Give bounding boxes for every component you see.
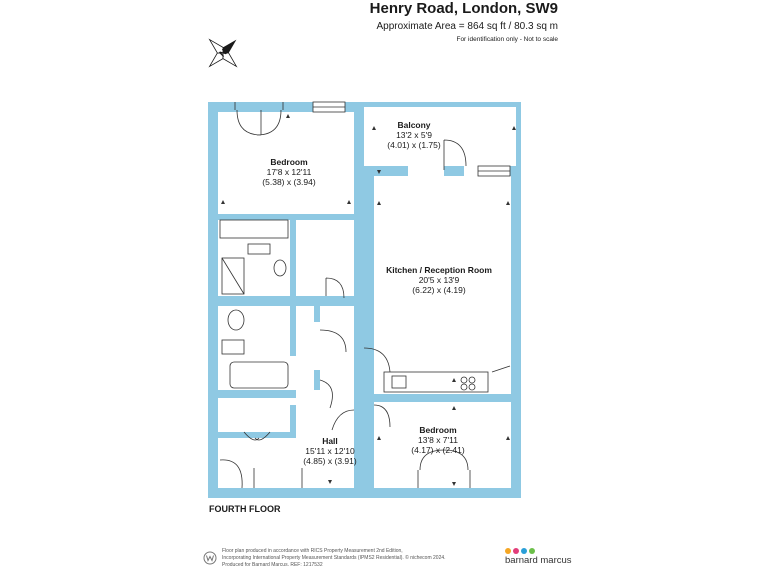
bedroom-1-name: Bedroom	[270, 157, 308, 167]
kitchen-label	[386, 265, 492, 295]
brand-logo	[505, 548, 572, 566]
north-letter: N	[217, 47, 229, 59]
brand-dot	[521, 548, 527, 554]
kitchen-metric: (6.22) x (4.19)	[412, 285, 466, 295]
bedroom-1-imperial: 17'8 x 12'11	[266, 167, 312, 177]
hall-name: Hall	[322, 436, 338, 446]
measurement-logo-icon	[203, 551, 217, 565]
balcony-name: Balcony	[397, 120, 431, 130]
footer-note-line-2: Incorporating International Property Measurement Standards (IPMS2 Residential). © nichecom 2024.	[222, 555, 446, 561]
bedroom-2-imperial: 13'8 x 7'11	[418, 435, 458, 445]
balcony-metric: (4.01) x (1.75)	[387, 140, 441, 150]
hall-metric: (4.85) x (3.91)	[303, 456, 357, 466]
bedroom-1-label	[262, 157, 315, 187]
kitchen-imperial: 20'5 x 13'9	[418, 275, 460, 285]
brand-name: barnard marcus	[505, 555, 572, 566]
hall-imperial: 15'11 x 12'10	[305, 446, 355, 456]
hall-label	[303, 436, 356, 466]
scale-note: For identification only - Not to scale	[456, 36, 558, 43]
balcony-imperial: 13'2 x 5'9	[396, 130, 432, 140]
footer-note	[222, 548, 462, 569]
brand-dots	[505, 548, 572, 554]
bedroom-2-metric: (4.17) x (2.41)	[411, 445, 465, 455]
brand-dot	[529, 548, 535, 554]
brand-dot	[513, 548, 519, 554]
footer-note-line-1: Floor plan produced in accordance with RICS Property Measurement 2nd Edition,	[222, 548, 403, 554]
footer-note-line-3: Produced for Barnard Marcus. REF: 1217532	[222, 562, 323, 568]
brand-dot	[505, 548, 511, 554]
bedroom-2-name: Bedroom	[419, 425, 457, 435]
property-title: Henry Road, London, SW9	[369, 0, 558, 17]
floor-label: FOURTH FLOOR	[209, 504, 281, 514]
balcony-label	[387, 120, 440, 150]
bedroom-2-label	[411, 425, 464, 455]
bedroom-1-metric: (5.38) x (3.94)	[262, 177, 316, 187]
kitchen-name: Kitchen / Reception Room	[386, 265, 492, 275]
approximate-area: Approximate Area = 864 sq ft / 80.3 sq m	[376, 21, 558, 32]
walls	[208, 102, 521, 498]
